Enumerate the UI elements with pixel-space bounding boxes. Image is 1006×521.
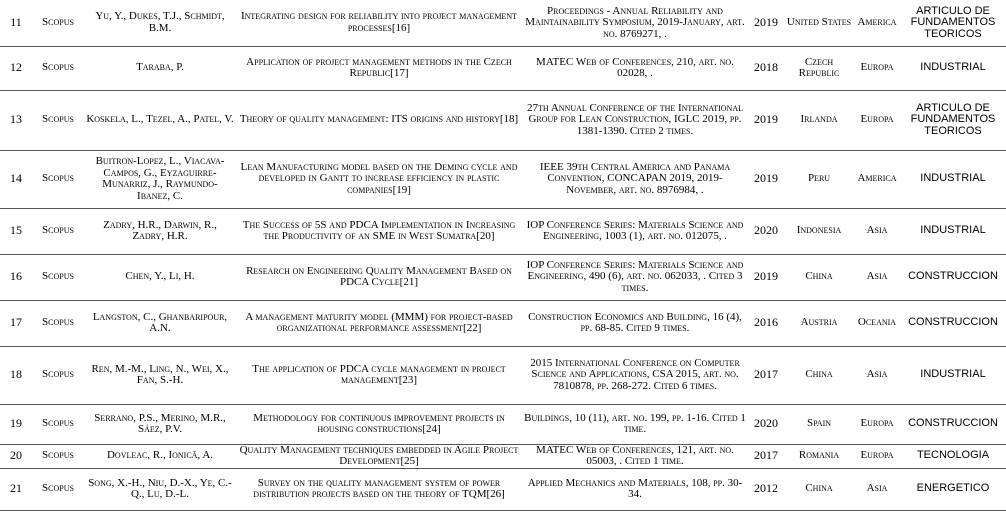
category-cell: INDUSTRIAL	[900, 346, 1006, 404]
authors-cell: Koskela, L., Tezel, A., Patel, V.	[84, 90, 236, 150]
category-cell: ARTICULO DE FUNDAMENTOS TEORICOS	[900, 90, 1006, 150]
title-cell: Survey on the quality management system of power distribution projects based on the theory of TQM[26]	[236, 468, 522, 510]
year-cell: 2012	[748, 468, 784, 510]
year-cell: 2019	[748, 0, 784, 46]
source-cell: IOP Conference Series: Materials Science and Engineering, 1003 (1), art. no. 012075, .	[522, 208, 748, 254]
year-cell: 2019	[748, 90, 784, 150]
year-cell: 2020	[748, 208, 784, 254]
table-row	[0, 254, 1006, 300]
continent-cell: Oceania	[854, 300, 900, 346]
authors-cell: Ren, M.-M., Ling, N., Wei, X., Fan, S.-H.	[84, 346, 236, 404]
country-cell: Irlanda	[784, 90, 854, 150]
table-row	[0, 208, 1006, 254]
source-cell: MATEC Web of Conferences, 121, art. no. 05003, . Cited 1 time.	[522, 444, 748, 468]
continent-cell: Asia	[854, 254, 900, 300]
authors-cell: Taraba, P.	[84, 46, 236, 90]
source-cell: Proceedings - Annual Reliability and Maintainability Symposium, 2019-January, art. no. 8769271, .	[522, 0, 748, 46]
database-cell: Scopus	[32, 346, 84, 404]
authors-cell: Serrano, P.S., Merino, M.R., Sáez, P.V.	[84, 404, 236, 444]
source-cell: Construction Economics and Building, 16 (4), pp. 68-85. Cited 9 times.	[522, 300, 748, 346]
country-cell: Romania	[784, 444, 854, 468]
source-cell: 27th Annual Conference of the International Group for Lean Construction, IGLC 2019, pp. 1381-1390. Cited 2 times.	[522, 90, 748, 150]
authors-cell: Chen, Y., Li, H.	[84, 254, 236, 300]
database-cell: Scopus	[32, 468, 84, 510]
continent-cell: Asia	[854, 468, 900, 510]
continent-cell: Europa	[854, 46, 900, 90]
title-cell: The application of PDCA cycle management in project management[23]	[236, 346, 522, 404]
category-cell: CONSTRUCCION	[900, 254, 1006, 300]
table-row	[0, 300, 1006, 346]
year-cell: 2020	[748, 404, 784, 444]
country-cell: Spain	[784, 404, 854, 444]
continent-cell: Europa	[854, 90, 900, 150]
authors-cell: Dovleac, R., Ionică, A.	[84, 444, 236, 468]
database-cell: Scopus	[32, 46, 84, 90]
authors-cell: Yu, Y., Dukes, T.J., Schmidt, B.M.	[84, 0, 236, 46]
table-row	[0, 90, 1006, 150]
table-row	[0, 0, 1006, 46]
title-cell: Quality Management techniques embedded in Agile Project Development[25]	[236, 444, 522, 468]
table-row	[0, 468, 1006, 510]
database-cell: Scopus	[32, 0, 84, 46]
row-number: 18	[0, 346, 32, 404]
title-cell: Research on Engineering Quality Management Based on PDCA Cycle[21]	[236, 254, 522, 300]
country-cell: Indonesia	[784, 208, 854, 254]
country-cell: China	[784, 468, 854, 510]
title-cell: Theory of quality management: ITS origins and history[18]	[236, 90, 522, 150]
row-number: 11	[0, 0, 32, 46]
authors-cell: Langston, C., Ghanbaripour, A.N.	[84, 300, 236, 346]
authors-cell: Buitron-Lopez, L., Viacava-Campos, G., Eyzaguirre-Munarriz, J., Raymundo-Ibanez, C.	[84, 150, 236, 208]
authors-cell: Song, X.-H., Niu, D.-X., Ye, C.-Q., Lu, D.-L.	[84, 468, 236, 510]
source-cell: Applied Mechanics and Materials, 108, pp. 30-34.	[522, 468, 748, 510]
category-cell: INDUSTRIAL	[900, 150, 1006, 208]
database-cell: Scopus	[32, 254, 84, 300]
title-cell: Application of project management methods in the Czech Republic[17]	[236, 46, 522, 90]
row-number: 20	[0, 444, 32, 468]
database-cell: Scopus	[32, 90, 84, 150]
row-number: 14	[0, 150, 32, 208]
category-cell: INDUSTRIAL	[900, 46, 1006, 90]
country-cell: United States	[784, 0, 854, 46]
row-number: 17	[0, 300, 32, 346]
source-cell: Buildings, 10 (11), art. no. 199, pp. 1-16. Cited 1 time.	[522, 404, 748, 444]
database-cell: Scopus	[32, 444, 84, 468]
year-cell: 2019	[748, 150, 784, 208]
continent-cell: America	[854, 0, 900, 46]
source-cell: 2015 International Conference on Computer Science and Applications, CSA 2015, art. no. 7810878, pp. 268-272. Cited 6 times.	[522, 346, 748, 404]
year-cell: 2017	[748, 346, 784, 404]
country-cell: Peru	[784, 150, 854, 208]
table-row	[0, 444, 1006, 468]
source-cell: IEEE 39th Central America and Panama Convention, CONCAPAN 2019, 2019-November, art. no. 8976984, .	[522, 150, 748, 208]
title-cell: Integrating design for reliability into project management processes[16]	[236, 0, 522, 46]
country-cell: Czech Republic	[784, 46, 854, 90]
continent-cell: Europa	[854, 404, 900, 444]
category-cell: INDUSTRIAL	[900, 208, 1006, 254]
row-number: 15	[0, 208, 32, 254]
country-cell: Austria	[784, 300, 854, 346]
year-cell: 2017	[748, 444, 784, 468]
category-cell: CONSTRUCCION	[900, 404, 1006, 444]
database-cell: Scopus	[32, 300, 84, 346]
table-row	[0, 346, 1006, 404]
category-cell: TECNOLOGIA	[900, 444, 1006, 468]
continent-cell: America	[854, 150, 900, 208]
row-number: 19	[0, 404, 32, 444]
database-cell: Scopus	[32, 208, 84, 254]
source-cell: MATEC Web of Conferences, 210, art. no. 02028, .	[522, 46, 748, 90]
year-cell: 2019	[748, 254, 784, 300]
row-number: 12	[0, 46, 32, 90]
authors-cell: Zadry, H.R., Darwin, R., Zadry, H.R.	[84, 208, 236, 254]
table-row	[0, 150, 1006, 208]
row-number: 13	[0, 90, 32, 150]
country-cell: China	[784, 254, 854, 300]
database-cell: Scopus	[32, 404, 84, 444]
row-number: 21	[0, 468, 32, 510]
row-number: 16	[0, 254, 32, 300]
category-cell: ARTICULO DE FUNDAMENTOS TEORICOS	[900, 0, 1006, 46]
year-cell: 2018	[748, 46, 784, 90]
category-cell: ENERGETICO	[900, 468, 1006, 510]
country-cell: China	[784, 346, 854, 404]
continent-cell: Asia	[854, 208, 900, 254]
database-cell: Scopus	[32, 150, 84, 208]
continent-cell: Asia	[854, 346, 900, 404]
title-cell: Lean Manufacturing model based on the Deming cycle and developed in Gantt to increase efficiency in plastic companies[19]	[236, 150, 522, 208]
title-cell: The Success of 5S and PDCA Implementation in Increasing the Productivity of an SME in West Sumatra[20]	[236, 208, 522, 254]
continent-cell: Europa	[854, 444, 900, 468]
title-cell: Methodology for continuous improvement projects in housing constructions[24]	[236, 404, 522, 444]
table-row	[0, 46, 1006, 90]
year-cell: 2016	[748, 300, 784, 346]
title-cell: A management maturity model (MMM) for project-based organizational performance assessment[22]	[236, 300, 522, 346]
table-row	[0, 404, 1006, 444]
category-cell: CONSTRUCCION	[900, 300, 1006, 346]
source-cell: IOP Conference Series: Materials Science and Engineering, 490 (6), art. no. 062033, . Cited 3 times.	[522, 254, 748, 300]
